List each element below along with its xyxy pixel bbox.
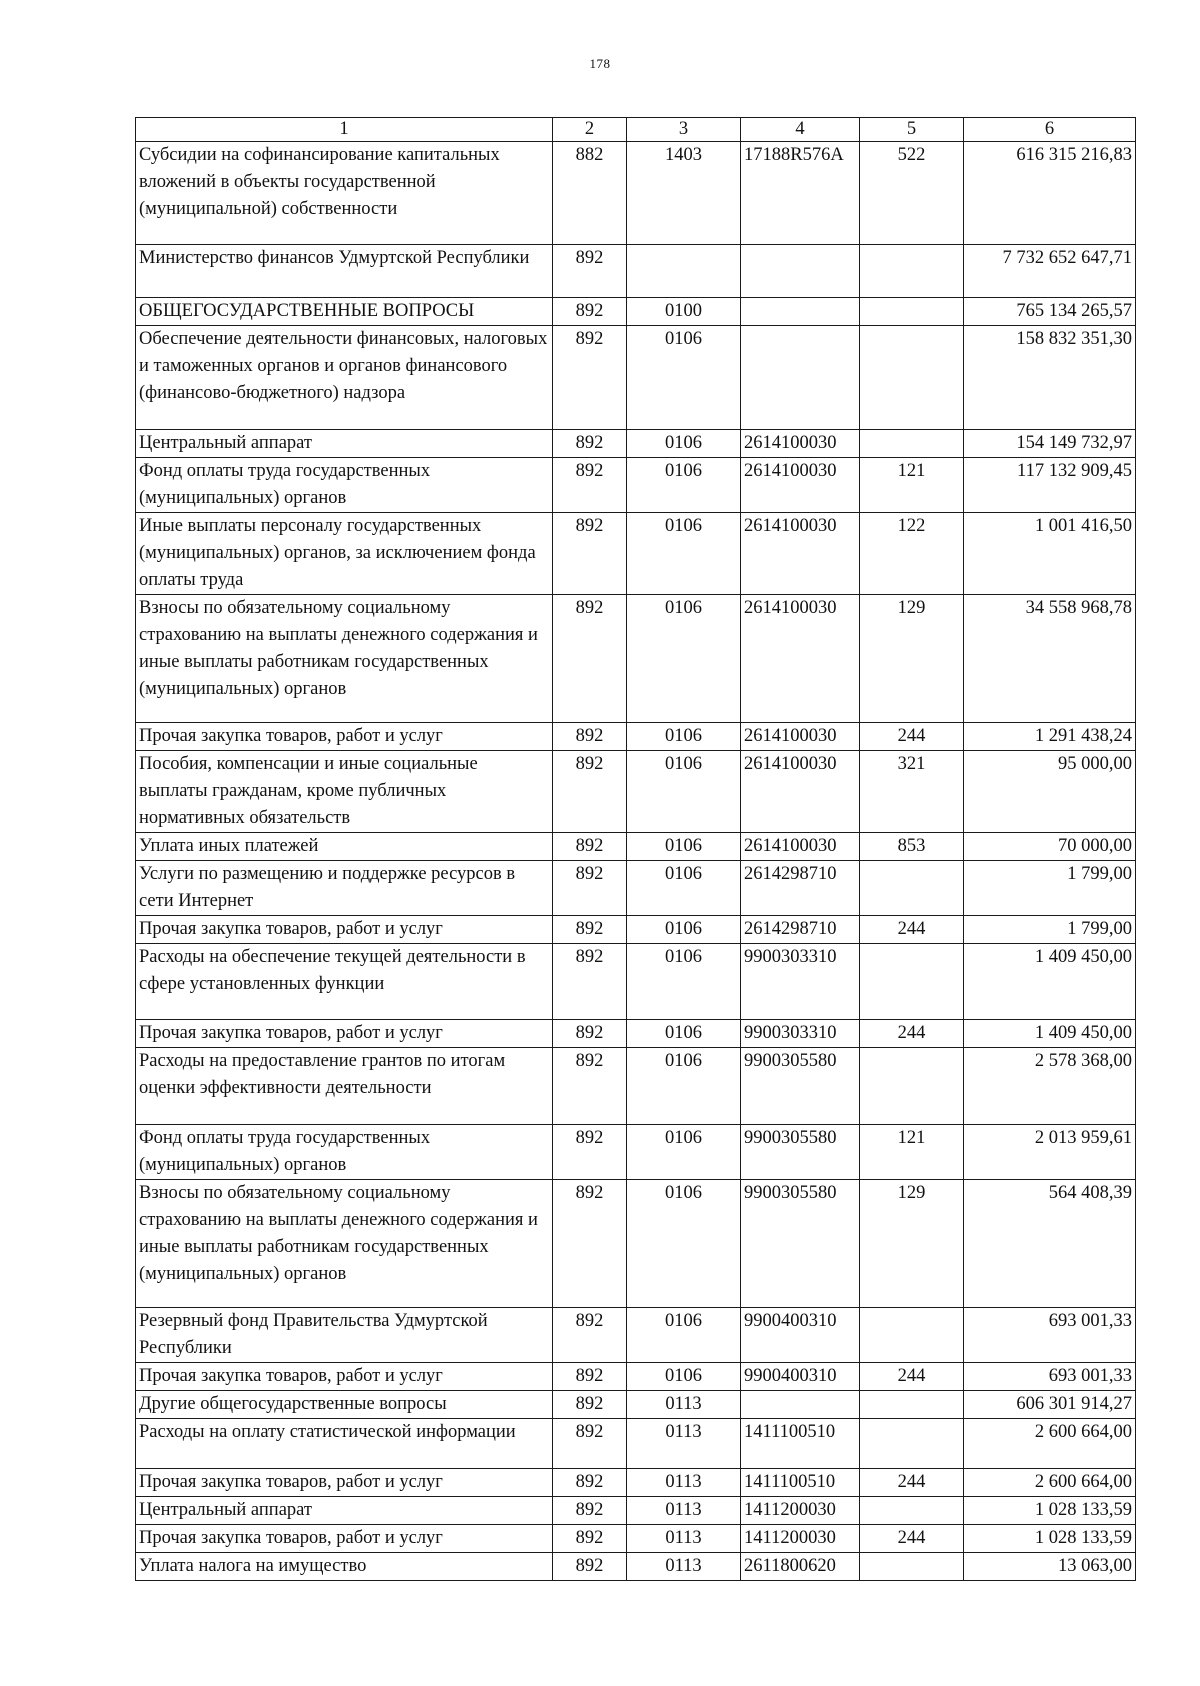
table-row xyxy=(136,513,1136,595)
section-code-cell: 0106 xyxy=(627,751,741,833)
amount-cell: 13 063,00 xyxy=(964,1553,1136,1581)
amount-cell: 1 291 438,24 xyxy=(964,723,1136,751)
amount-cell: 1 409 450,00 xyxy=(964,1020,1136,1048)
department-code-cell: 892 xyxy=(553,1363,627,1391)
section-code-cell: 0106 xyxy=(627,326,741,430)
expense-type-cell: 522 xyxy=(860,142,964,245)
table-row xyxy=(136,1497,1136,1525)
table-row xyxy=(136,1125,1136,1180)
department-code-cell: 892 xyxy=(553,1020,627,1048)
table-row xyxy=(136,723,1136,751)
amount-cell: 70 000,00 xyxy=(964,833,1136,861)
table-row xyxy=(136,1308,1136,1363)
target-article-cell: 1411200030 xyxy=(741,1525,860,1553)
department-code-cell: 892 xyxy=(553,861,627,916)
expense-type-cell: 129 xyxy=(860,595,964,723)
expense-name-cell: Министерство финансов Удмуртской Республики xyxy=(136,245,553,298)
table-row xyxy=(136,142,1136,245)
section-code-cell: 0113 xyxy=(627,1497,741,1525)
table-row xyxy=(136,833,1136,861)
target-article-cell: 2614298710 xyxy=(741,916,860,944)
department-code-cell: 892 xyxy=(553,1497,627,1525)
table-row xyxy=(136,245,1136,298)
table-row xyxy=(136,944,1136,1020)
section-code-cell: 0106 xyxy=(627,1020,741,1048)
amount-cell: 1 409 450,00 xyxy=(964,944,1136,1020)
section-code-cell: 0113 xyxy=(627,1553,741,1581)
target-article-cell: 1411100510 xyxy=(741,1469,860,1497)
table-row xyxy=(136,298,1136,326)
column-number: 1 xyxy=(136,118,553,142)
target-article-cell: 9900305580 xyxy=(741,1048,860,1125)
section-code-cell: 0106 xyxy=(627,833,741,861)
expense-name-cell: Резервный фонд Правительства Удмуртской Республики xyxy=(136,1308,553,1363)
expense-name-cell: Взносы по обязательному социальному страхованию на выплаты денежного содержания и иные выплаты работникам государственных (муниципальных) органов xyxy=(136,595,553,723)
column-number: 5 xyxy=(860,118,964,142)
expense-name-cell: Уплата налога на имущество xyxy=(136,1553,553,1581)
amount-cell: 95 000,00 xyxy=(964,751,1136,833)
section-code-cell: 0100 xyxy=(627,298,741,326)
table-row xyxy=(136,751,1136,833)
section-code-cell: 1403 xyxy=(627,142,741,245)
budget-table-body xyxy=(136,118,1136,1581)
column-number: 2 xyxy=(553,118,627,142)
department-code-cell: 892 xyxy=(553,430,627,458)
amount-cell: 7 732 652 647,71 xyxy=(964,245,1136,298)
table-row xyxy=(136,326,1136,430)
department-code-cell: 892 xyxy=(553,1308,627,1363)
target-article-cell: 2614100030 xyxy=(741,513,860,595)
department-code-cell: 892 xyxy=(553,298,627,326)
target-article-cell: 2614298710 xyxy=(741,861,860,916)
expense-type-cell xyxy=(860,326,964,430)
target-article-cell: 2611800620 xyxy=(741,1553,860,1581)
column-number: 4 xyxy=(741,118,860,142)
department-code-cell: 892 xyxy=(553,751,627,833)
expense-name-cell: Прочая закупка товаров, работ и услуг xyxy=(136,723,553,751)
target-article-cell: 9900400310 xyxy=(741,1363,860,1391)
expense-name-cell: Фонд оплаты труда государственных (муниципальных) органов xyxy=(136,1125,553,1180)
expense-type-cell xyxy=(860,430,964,458)
expense-type-cell xyxy=(860,944,964,1020)
amount-cell: 564 408,39 xyxy=(964,1180,1136,1308)
department-code-cell: 892 xyxy=(553,944,627,1020)
section-code-cell: 0113 xyxy=(627,1419,741,1469)
amount-cell: 2 578 368,00 xyxy=(964,1048,1136,1125)
expense-name-cell: Пособия, компенсации и иные социальные выплаты гражданам, кроме публичных нормативных обязательств xyxy=(136,751,553,833)
table-row xyxy=(136,916,1136,944)
target-article-cell: 9900303310 xyxy=(741,1020,860,1048)
table-row xyxy=(136,861,1136,916)
section-code-cell: 0106 xyxy=(627,944,741,1020)
section-code-cell: 0113 xyxy=(627,1525,741,1553)
department-code-cell: 892 xyxy=(553,1525,627,1553)
page-number: 178 xyxy=(589,56,611,71)
table-row xyxy=(136,430,1136,458)
table-row xyxy=(136,595,1136,723)
target-article-cell xyxy=(741,326,860,430)
target-article-cell xyxy=(741,245,860,298)
table-row xyxy=(136,1419,1136,1469)
amount-cell: 2 600 664,00 xyxy=(964,1419,1136,1469)
section-code-cell: 0106 xyxy=(627,861,741,916)
expense-name-cell: ОБЩЕГОСУДАРСТВЕННЫЕ ВОПРОСЫ xyxy=(136,298,553,326)
amount-cell: 117 132 909,45 xyxy=(964,458,1136,513)
department-code-cell: 892 xyxy=(553,723,627,751)
target-article-cell: 2614100030 xyxy=(741,723,860,751)
amount-cell: 1 028 133,59 xyxy=(964,1497,1136,1525)
target-article-cell: 17188R576A xyxy=(741,142,860,245)
expense-type-cell xyxy=(860,1048,964,1125)
expense-name-cell: Субсидии на софинансирование капитальных вложений в объекты государственной (муниципальной) собственности xyxy=(136,142,553,245)
expense-type-cell xyxy=(860,245,964,298)
section-code-cell: 0106 xyxy=(627,595,741,723)
section-code-cell: 0106 xyxy=(627,458,741,513)
expense-type-cell: 122 xyxy=(860,513,964,595)
expense-name-cell: Центральный аппарат xyxy=(136,1497,553,1525)
section-code-cell: 0106 xyxy=(627,1125,741,1180)
target-article-cell: 2614100030 xyxy=(741,458,860,513)
section-code-cell: 0106 xyxy=(627,1363,741,1391)
amount-cell: 693 001,33 xyxy=(964,1363,1136,1391)
target-article-cell: 1411200030 xyxy=(741,1497,860,1525)
expense-name-cell: Расходы на оплату статистической информации xyxy=(136,1419,553,1469)
table-row xyxy=(136,1525,1136,1553)
expense-type-cell xyxy=(860,1497,964,1525)
expense-type-cell: 244 xyxy=(860,1363,964,1391)
expense-type-cell xyxy=(860,1553,964,1581)
amount-cell: 616 315 216,83 xyxy=(964,142,1136,245)
amount-cell: 1 001 416,50 xyxy=(964,513,1136,595)
column-number: 6 xyxy=(964,118,1136,142)
expense-name-cell: Расходы на обеспечение текущей деятельности в сфере установленных функции xyxy=(136,944,553,1020)
department-code-cell: 892 xyxy=(553,245,627,298)
expense-name-cell: Прочая закупка товаров, работ и услуг xyxy=(136,1525,553,1553)
table-row xyxy=(136,1363,1136,1391)
table-row xyxy=(136,1553,1136,1581)
target-article-cell: 9900305580 xyxy=(741,1180,860,1308)
column-number: 3 xyxy=(627,118,741,142)
target-article-cell xyxy=(741,298,860,326)
department-code-cell: 892 xyxy=(553,1391,627,1419)
expense-name-cell: Взносы по обязательному социальному страхованию на выплаты денежного содержания и иные выплаты работникам государственных (муниципальных) органов xyxy=(136,1180,553,1308)
expense-type-cell: 321 xyxy=(860,751,964,833)
amount-cell: 1 799,00 xyxy=(964,916,1136,944)
department-code-cell: 892 xyxy=(553,326,627,430)
section-code-cell: 0113 xyxy=(627,1391,741,1419)
section-code-cell: 0106 xyxy=(627,1048,741,1125)
table-row xyxy=(136,1020,1136,1048)
table-row xyxy=(136,458,1136,513)
department-code-cell: 892 xyxy=(553,1469,627,1497)
section-code-cell: 0106 xyxy=(627,430,741,458)
department-code-cell: 892 xyxy=(553,833,627,861)
target-article-cell: 9900400310 xyxy=(741,1308,860,1363)
expense-type-cell: 853 xyxy=(860,833,964,861)
department-code-cell: 892 xyxy=(553,1048,627,1125)
department-code-cell: 892 xyxy=(553,513,627,595)
table-row xyxy=(136,1048,1136,1125)
expense-type-cell xyxy=(860,861,964,916)
expense-type-cell: 244 xyxy=(860,723,964,751)
target-article-cell xyxy=(741,1391,860,1419)
table-row xyxy=(136,1391,1136,1419)
amount-cell: 158 832 351,30 xyxy=(964,326,1136,430)
section-code-cell xyxy=(627,245,741,298)
target-article-cell: 2614100030 xyxy=(741,833,860,861)
expense-name-cell: Расходы на предоставление грантов по итогам оценки эффективности деятельности xyxy=(136,1048,553,1125)
amount-cell: 34 558 968,78 xyxy=(964,595,1136,723)
section-code-cell: 0113 xyxy=(627,1469,741,1497)
section-code-cell: 0106 xyxy=(627,723,741,751)
expense-type-cell xyxy=(860,298,964,326)
budget-table xyxy=(135,117,1136,1581)
expense-name-cell: Прочая закупка товаров, работ и услуг xyxy=(136,1020,553,1048)
amount-cell: 1 028 133,59 xyxy=(964,1525,1136,1553)
expense-name-cell: Уплата иных платежей xyxy=(136,833,553,861)
expense-name-cell: Другие общегосударственные вопросы xyxy=(136,1391,553,1419)
table-row xyxy=(136,1469,1136,1497)
expense-name-cell: Прочая закупка товаров, работ и услуг xyxy=(136,1363,553,1391)
expense-type-cell: 244 xyxy=(860,1469,964,1497)
section-code-cell: 0106 xyxy=(627,1308,741,1363)
expense-type-cell: 244 xyxy=(860,916,964,944)
department-code-cell: 892 xyxy=(553,458,627,513)
expense-type-cell xyxy=(860,1308,964,1363)
amount-cell: 154 149 732,97 xyxy=(964,430,1136,458)
target-article-cell: 9900305580 xyxy=(741,1125,860,1180)
target-article-cell: 2614100030 xyxy=(741,751,860,833)
amount-cell: 606 301 914,27 xyxy=(964,1391,1136,1419)
department-code-cell: 892 xyxy=(553,1553,627,1581)
section-code-cell: 0106 xyxy=(627,1180,741,1308)
target-article-cell: 9900303310 xyxy=(741,944,860,1020)
department-code-cell: 882 xyxy=(553,142,627,245)
expense-type-cell: 121 xyxy=(860,458,964,513)
expense-name-cell: Прочая закупка товаров, работ и услуг xyxy=(136,1469,553,1497)
expense-name-cell: Обеспечение деятельности финансовых, налоговых и таможенных органов и органов финансового (финансово-бюджетного) надзора xyxy=(136,326,553,430)
column-number-row xyxy=(136,118,1136,142)
amount-cell: 765 134 265,57 xyxy=(964,298,1136,326)
expense-type-cell xyxy=(860,1419,964,1469)
department-code-cell: 892 xyxy=(553,916,627,944)
target-article-cell: 2614100030 xyxy=(741,595,860,723)
section-code-cell: 0106 xyxy=(627,916,741,944)
expense-type-cell: 244 xyxy=(860,1020,964,1048)
amount-cell: 1 799,00 xyxy=(964,861,1136,916)
expense-type-cell: 129 xyxy=(860,1180,964,1308)
amount-cell: 2 013 959,61 xyxy=(964,1125,1136,1180)
expense-name-cell: Фонд оплаты труда государственных (муниципальных) органов xyxy=(136,458,553,513)
department-code-cell: 892 xyxy=(553,1125,627,1180)
expense-type-cell xyxy=(860,1391,964,1419)
department-code-cell: 892 xyxy=(553,1180,627,1308)
expense-name-cell: Прочая закупка товаров, работ и услуг xyxy=(136,916,553,944)
amount-cell: 693 001,33 xyxy=(964,1308,1136,1363)
amount-cell: 2 600 664,00 xyxy=(964,1469,1136,1497)
expense-name-cell: Услуги по размещению и поддержке ресурсов в сети Интернет xyxy=(136,861,553,916)
expense-name-cell: Центральный аппарат xyxy=(136,430,553,458)
target-article-cell: 2614100030 xyxy=(741,430,860,458)
expense-type-cell: 121 xyxy=(860,1125,964,1180)
department-code-cell: 892 xyxy=(553,1419,627,1469)
target-article-cell: 1411100510 xyxy=(741,1419,860,1469)
expense-type-cell: 244 xyxy=(860,1525,964,1553)
department-code-cell: 892 xyxy=(553,595,627,723)
section-code-cell: 0106 xyxy=(627,513,741,595)
table-row xyxy=(136,1180,1136,1308)
expense-name-cell: Иные выплаты персоналу государственных (муниципальных) органов, за исключением фонда оплаты труда xyxy=(136,513,553,595)
